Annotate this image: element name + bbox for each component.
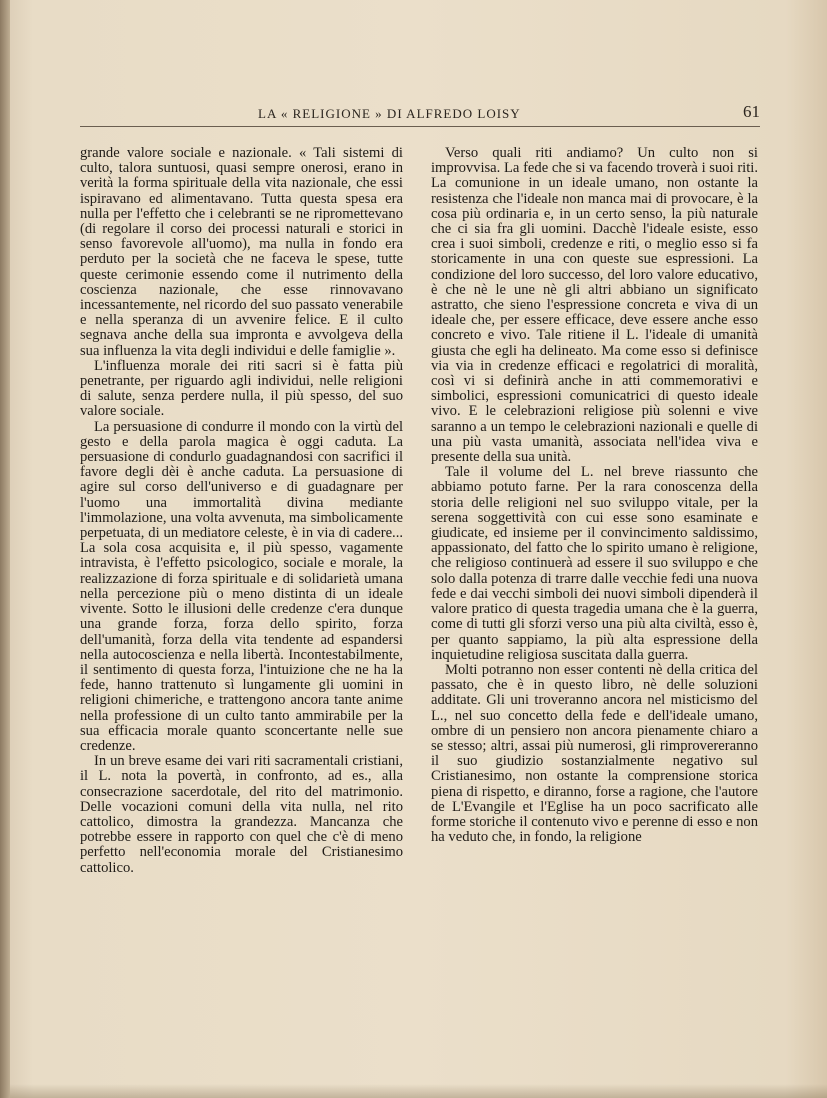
paragraph: Tale il volume del L. nel breve riassunto che abbiamo potuto farne. Per la rara conoscenza della storia delle religioni nel suo sviluppo vitale, per la serena soggettività con cui esse sono esaminate e giudicate, ed insieme per il convincimento saldissimo, appassionato, del fatto che lo spirito umano è religione, che religioso continuerà ad essere il suo sviluppo e che solo dalla potenza di trarre dalle vecchie fedi una nuova fede e dai vecchi simboli dei nuovi simboli dipenderà il valore pratico di questa tragedia umana che è la guerra, come di tutti gli sforzi verso una più alta civiltà, esso è, per quanto sappiamo, la più alta espressione della inquietudine religiosa suscitata dalla guerra. — [431, 464, 758, 663]
paragraph: grande valore sociale e nazionale. « Tali sistemi di culto, talora suntuosi, quasi sempre onerosi, erano in verità la forma spirituale della vita nazionale, che essi ispiravano ed alimentavano. Tutta questa spesa era nulla per l'effetto che i celebranti se ne ripromettevano (di regolare il corso dei processi naturali e storici in senso favorevole all'uomo), ma nulla in fondo era perduto per la società che ne faceva le spese, tutte queste cerimonie essendo come il nutrimento della coscienza nazionale, che esse rinnovavano incessantemente, nel ricordo del suo passato venerabile e nella speranza di un avvenire felice. E il culto segnava anche della sua impronta e avvolgeva della sua influenza la vita degli individui e delle famiglie ». — [80, 145, 403, 359]
page-number: 61 — [743, 102, 760, 121]
paragraph: L'influenza morale dei riti sacri si è fatta più penetrante, per riguardo agli individui, nelle religioni di salute, senza perdere nulla, il più spesso, del suo valore sociale. — [80, 357, 403, 420]
running-header — [80, 104, 760, 127]
page-spine-shadow — [0, 0, 10, 1098]
running-title: LA « RELIGIONE » DI ALFREDO LOISY — [258, 106, 521, 121]
left-column — [80, 146, 403, 876]
paragraph: Molti potranno non esser contenti nè della critica del passato, che è in questo libro, nè delle soluzioni additate. Gli uni troveranno ancora nel misticismo del L., nel suo concetto della fede e dell'ideale umano, ombre di un pensiero non ancora pienamente chiaro a se stesso; altri, assai più numerosi, gli rimprovereranno il suo giudizio sostanzialmente negativo sul Cristianesimo, non ostante la comprensione storica piena di rispetto, e diranno, forse a ragione, che l'autore de L'Evangile et l'Eglise ha un poco sacrificato alle forme storiche il contenuto vivo e perenne di esso e non ha veduto che, in fondo, la religione — [431, 661, 758, 846]
paragraph: Verso quali riti andiamo? Un culto non si improvvisa. La fede che si va facendo troverà i suoi riti. La comunione in un ideale umano, non ostante la resistenza che l'ideale non manca mai di provocare, è la cosa più ordinaria e, in un certo senso, la più naturale che ci sia fra gli uomini. Dacchè l'ideale esiste, esso crea i suoi simboli, credenze e riti, o meglio esso si fa storicamente in una con queste sue espressioni. La condizione del loro successo, del loro valore educativo, è che nè le une nè gli altri abbiano un significato astratto, che sieno l'espressione concreta e viva di un ideale che, per essere efficace, deve essere anche esso concreto e vivo. Tale ritiene il L. l'ideale di umanità giusta che egli ha delineato. Ma come esso si definisce via via in credenze efficaci e regolatrici di moralità, così vi si definirà anche in atti commemorativi e simbolici, espressioni comunicatrici di questo ideale vivo. E le celebrazioni religiose più solenni e vive saranno a un tempo le celebrazioni nazionali e quelle di una più vasta umanità, associata nell'idea viva e presente della sua unità. — [431, 145, 758, 466]
paragraph: In un breve esame dei vari riti sacramentali cristiani, il L. nota la povertà, in confronto, ad es., alla consecrazione sacerdotale, del rito del matrimonio. Delle vocazioni comuni della vita nulla, nel rito cattolico, dimostra la grandezza. Mancanza che potrebbe essere in rapporto con quel che c'è di meno perfetto nell'economia morale del Cristianesimo cattolico. — [80, 753, 403, 876]
right-column — [431, 146, 758, 845]
paragraph: La persuasione di condurre il mondo con la virtù del gesto e della parola magica è oggi caduta. La persuasione di condurlo guadagnandosi con sacrifici il favore degli dèi è anche caduta. La persuasione di agire sul corso dell'universo e di guadagnare per l'uomo una immortalità divina mediante l'immolazione, una volta avvenuta, ma simbolicamente perpetuata, di un mediatore celeste, è in via di cadere... La sola cosa acquisita e, il più spesso, vagamente intravista, è l'effetto psicologico, sociale e morale, la realizzazione di forza spirituale e di solidarietà umana nella percezione più o meno distinta di un ideale vivente. Sotto le illusioni delle credenze c'era dunque una grande forza, forza dello spirito, forza dell'umanità, forza della vita tendente ad espandersi nella autocoscienza e nella libertà. Incontestabilmente, il sentimento di questa forza, l'intuizione che ne ha la fede, hanno trattenuto sì lungamente gli uomini in religioni chimeriche, e trattengono ancora tante anime nella professione di un culto tanto ammirabile per la sua efficacia morale quanto sconcertante nelle sue credenze. — [80, 418, 403, 754]
page-bottom-edge — [10, 1084, 827, 1098]
